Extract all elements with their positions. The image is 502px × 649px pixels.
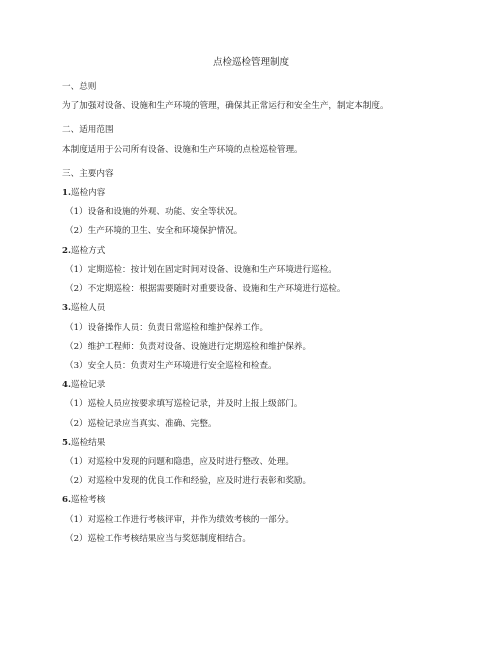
document-title: 点检巡检管理制度 [212,57,289,68]
section-heading-scope: 二、适用范围 [62,125,114,135]
item-point: （1）巡检人员应按要求填写巡检记录，并及时上报上级部门。 [65,399,303,409]
item-heading [62,302,105,314]
item-title: 巡检人员 [70,303,106,313]
section-body-scope: 本制度适用于公司所有设备、设施和生产环境的点检巡检管理。 [62,145,303,155]
section-heading-main-content: 三、主要内容 [62,169,114,179]
item-point: （1）设备和设施的外观、功能、安全等状况。 [65,207,243,217]
item-number: 5. [62,438,71,448]
item-title: 巡检考核 [70,495,106,505]
item-heading [62,245,105,257]
item-point: （2）维护工程师：负责对设备、设施进行定期巡检和维护保养。 [65,342,312,352]
item-heading [62,379,105,391]
item-title: 巡检方式 [70,246,106,256]
item-number: 2. [62,246,71,256]
item-point: （2）不定期巡检：根据需要随时对重要设备、设施和生产环境进行巡检。 [65,284,346,294]
item-title: 巡检结果 [70,438,106,448]
item-point: （2）生产环境的卫生、安全和环境保护情况。 [65,226,243,236]
item-heading [62,187,105,199]
item-number: 3. [62,303,71,313]
item-point: （3）安全人员：负责对生产环境进行安全巡检和检查。 [65,361,277,371]
item-point: （2）对巡检中发现的优良工作和经验，应及时进行表彰和奖励。 [65,476,312,486]
item-point: （2）巡检记录应当真实、准确、完整。 [65,419,217,429]
section-body-general: 为了加强对设备、设施和生产环境的管理，确保其正常运行和安全生产，制定本制度。 [62,101,389,111]
item-point: （1）设备操作人员：负责日常巡检和维护保养工作。 [65,323,269,333]
item-number: 6. [62,495,71,505]
item-title: 巡检内容 [70,188,106,198]
item-point: （1）定期巡检：按计划在固定时间对设备、设施和生产环境进行巡检。 [65,265,337,275]
item-point: （1）对巡检工作进行考核评审，并作为绩效考核的一部分。 [65,515,294,525]
item-number: 1. [62,188,71,198]
item-heading [62,494,105,506]
item-point: （2）巡检工作考核结果应当与奖惩制度相结合。 [65,534,251,544]
section-heading-general: 一、总则 [62,82,97,92]
item-number: 4. [62,380,71,390]
item-heading [62,437,105,449]
item-point: （1）对巡检中发现的问题和隐患，应及时进行整改、处理。 [65,457,294,467]
item-title: 巡检记录 [70,380,106,390]
